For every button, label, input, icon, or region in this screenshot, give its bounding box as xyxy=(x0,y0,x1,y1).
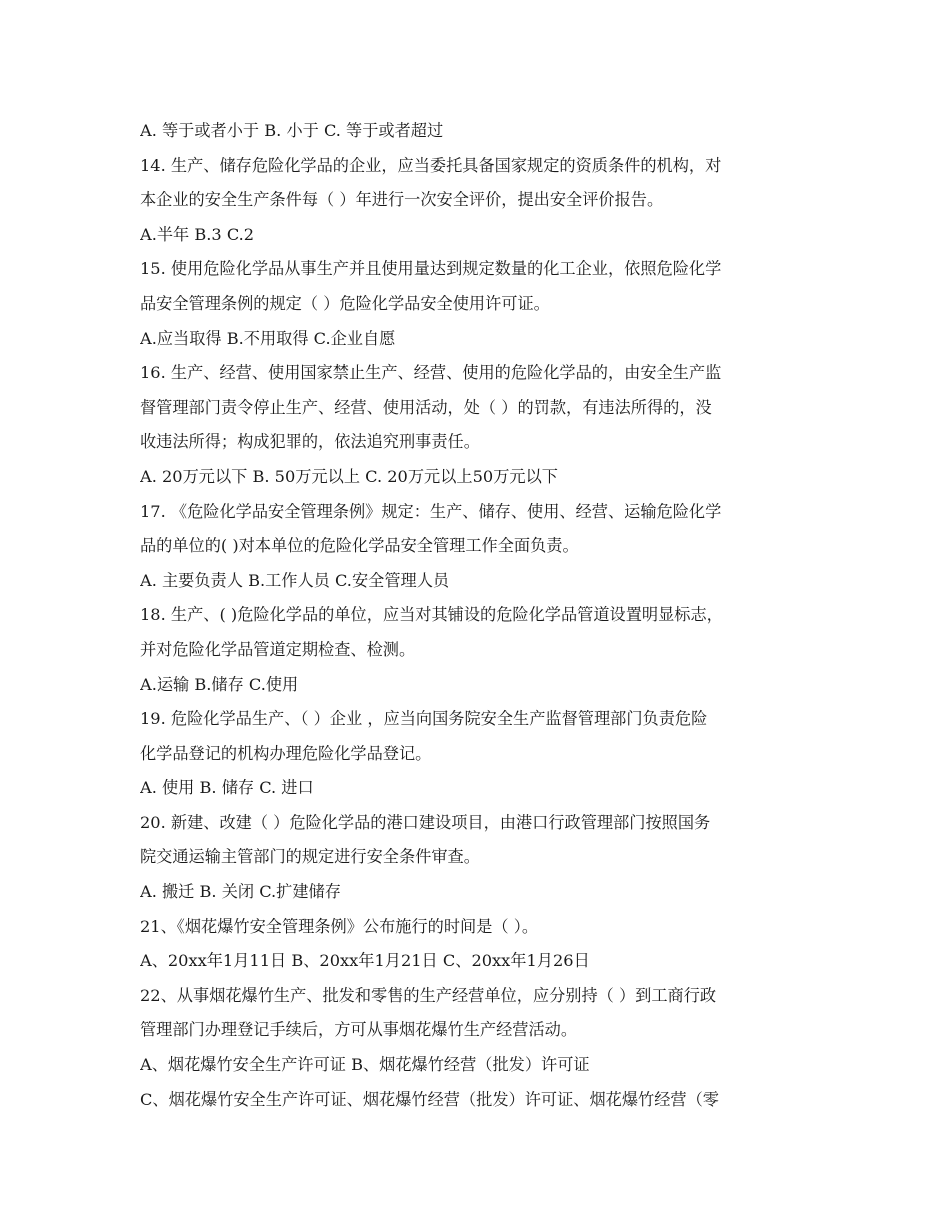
text-line: 14. 生产、储存危险化学品的企业，应当委托具备国家规定的资质条件的机构，对 xyxy=(140,155,722,175)
text-line: 20. 新建、改建（ ）危险化学品的港口建设项目，由港口行政管理部门按照国务 xyxy=(140,812,711,832)
text-line: 化学品登记的机构办理危险化学品登记。 xyxy=(140,743,432,763)
text-line: 院交通运输主管部门的规定进行安全条件审查。 xyxy=(140,847,480,867)
text-line: 品的单位的( )对本单位的危险化学品安全管理工作全面负责。 xyxy=(140,536,579,556)
text-line: 督管理部门责令停止生产、经营、使用活动，处（ ）的罚款，有违法所得的，没 xyxy=(140,397,712,417)
text-line: A. 等于或者小于 B. 小于 C. 等于或者超过 xyxy=(140,121,444,140)
text-line: 15. 使用危险化学品从事生产并且使用量达到规定数量的化工企业，依照危险化学 xyxy=(140,259,722,279)
text-line: 管理部门办理登记手续后，方可从事烟花爆竹生产经营活动。 xyxy=(140,1020,578,1040)
text-line: 并对危险化学品管道定期检查、检测。 xyxy=(140,639,416,659)
text-line: A. 使用 B. 储存 C. 进口 xyxy=(140,778,314,798)
text-line: 本企业的安全生产条件每（ ）年进行一次安全评价，提出安全评价报告。 xyxy=(140,190,664,210)
text-line: 19. 危险化学品生产、（ ）企业 ，应当向国务院安全生产监督管理部门负责危险 xyxy=(140,709,708,729)
text-line: A.半年 B.3 C.2 xyxy=(140,224,255,244)
text-line: 22、从事烟花爆竹生产、批发和零售的生产经营单位，应分别持（ ）到工商行政 xyxy=(140,985,717,1005)
document-body xyxy=(140,114,830,1117)
text-line: A、烟花爆竹安全生产许可证 B、烟花爆竹经营（批发）许可证 xyxy=(140,1055,590,1075)
text-line: 16. 生产、经营、使用国家禁止生产、经营、使用的危险化学品的，由安全生产监 xyxy=(140,363,722,383)
text-line: 21、《烟花爆竹安全管理条例》公布施行的时间是（ ）。 xyxy=(140,916,539,936)
text-line: 收违法所得；构成犯罪的，依法追究刑事责任。 xyxy=(140,432,480,452)
text-line: A、20xx年1月11日 B、20xx年1月21日 C、20xx年1月26日 xyxy=(140,951,590,971)
text-line: A. 搬迁 B. 关闭 C.扩建储存 xyxy=(140,882,341,902)
text-line: 品安全管理条例的规定（ ）危险化学品安全使用许可证。 xyxy=(140,293,550,313)
text-line: 18. 生产、( )危险化学品的单位，应当对其铺设的危险化学品管道设置明显标志， xyxy=(140,605,723,625)
text-line: 17. 《危险化学品安全管理条例》规定：生产、储存、使用、经营、运输危险化学 xyxy=(140,501,722,521)
text-line: A.应当取得 B.不用取得 C.企业自愿 xyxy=(140,328,396,348)
text-line: A. 20万元以下 B. 50万元以上 C. 20万元以上50万元以下 xyxy=(140,466,558,486)
text-line: A.运输 B.储存 C.使用 xyxy=(140,674,299,694)
text-line: A. 主要负责人 B.工作人员 C.安全管理人员 xyxy=(140,570,450,590)
text-line: C、烟花爆竹安全生产许可证、烟花爆竹经营（批发）许可证、烟花爆竹经营（零 xyxy=(140,1089,719,1109)
